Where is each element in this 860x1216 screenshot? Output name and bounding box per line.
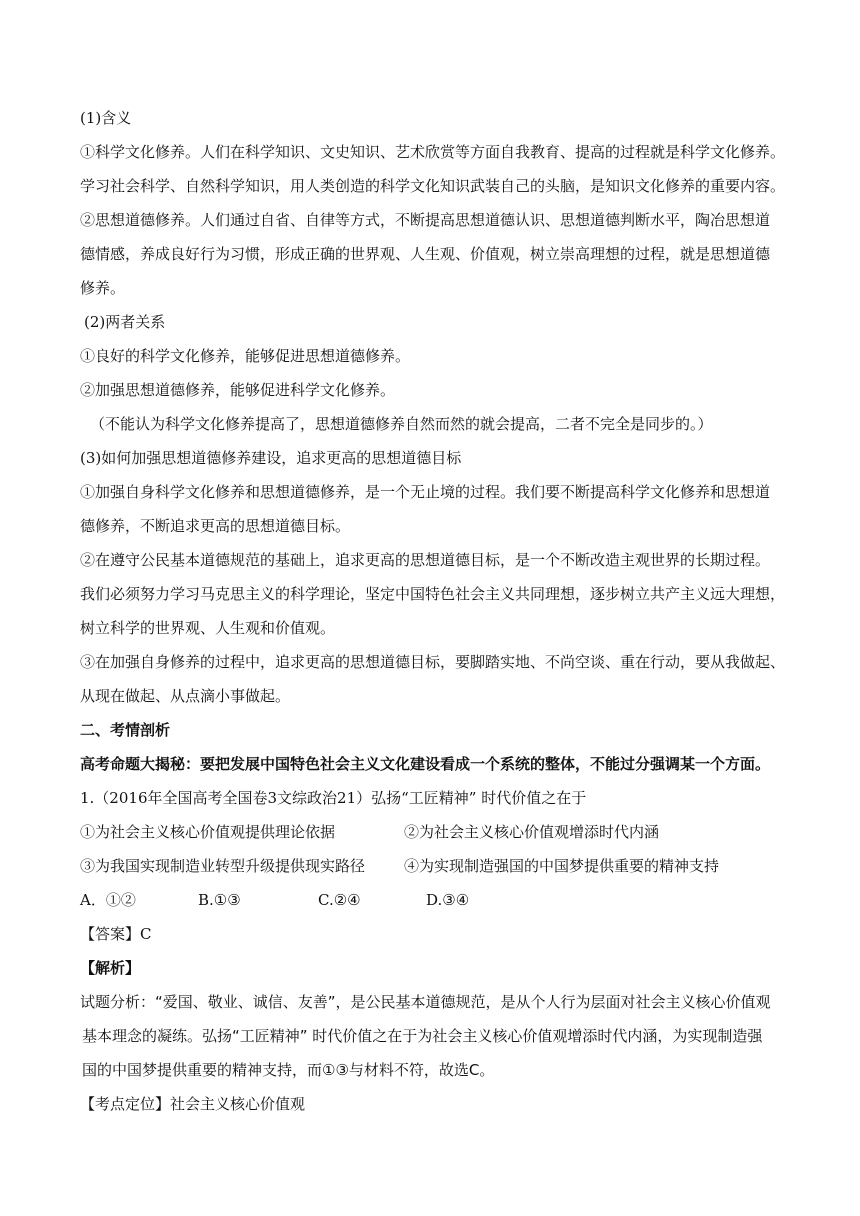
paragraph-line: 德修养，不断追求更高的思想道德目标。 [80,517,351,535]
statement-2: ②为社会主义核心价值观增添时代内涵 [404,823,660,841]
list-item: ②加强思想道德修养，能够促进科学文化修养。 [80,381,396,399]
paragraph-line: 修养。 [80,279,126,297]
heading-how: (3)如何加强思想道德修养建设，追求更高的思想道德目标 [80,449,462,467]
paragraph-line: ②在遵守公民基本道德规范的基础上，追求更高的思想道德目标，是一个不断改造主观世界的长期过程。 [80,551,771,569]
paragraph-line: 学习社会科学、自然科学知识，用人类创造的科学文化知识武装自己的头脑，是知识文化修养的重要内容。 [80,177,786,195]
paragraph-line: 德情感，养成良好行为习惯，形成正确的世界观、人生观、价值观，树立崇高理想的过程，就是思想道德 [80,245,771,263]
choice-c: C.②④ [318,891,361,909]
paragraph-line: ①加强自身科学文化修养和思想道德修养，是一个无止境的过程。我们要不断提高科学文化修养和思想道 [80,483,771,501]
analysis-line: 试题分析：“爱国、敬业、诚信、友善”，是公民基本道德规范，是从个人行为层面对社会主义核心价值观 [80,993,771,1011]
statement-3: ③为我国实现制造业转型升级提供现实路径 [80,857,366,875]
heading-relation: (2)两者关系 [84,313,166,331]
statement-4: ④为实现制造强国的中国梦提供重要的精神支持 [404,857,720,875]
choice-b: B.①③ [198,891,241,909]
paragraph-line: ①科学文化修养。人们在科学知识、文史知识、艺术欣赏等方面自我教育、提高的过程就是科学文化修养。 [80,143,786,161]
paragraph-line: 从现在做起、从点滴小事做起。 [80,687,291,705]
analysis-line: 国的中国梦提供重要的精神支持，而①③与材料不符，故选C。 [82,1061,495,1079]
exam-point: 【考点定位】社会主义核心价值观 [80,1095,306,1113]
analysis-line: 基本理念的凝练。弘扬“工匠精神” 时代价值之在于为社会主义核心价值观增添时代内涵，为实现制造强 [82,1027,763,1045]
choice-d: D.③④ [426,891,470,909]
note-line: （不能认为科学文化修养提高了，思想道德修养自然而然的就会提高，二者不完全是同步的。） [90,415,713,433]
paragraph-line: ③在加强自身修养的过程中，追求更高的思想道德目标，要脚踏实地、不尚空谈、重在行动，要从我做起、 [80,653,786,671]
exam-reveal: 高考命题大揭秘：要把发展中国特色社会主义文化建设看成一个系统的整体，不能过分强调某一个方面。 [80,755,771,773]
statement-1: ①为社会主义核心价值观提供理论依据 [80,823,336,841]
list-item: ①良好的科学文化修养，能够促进思想道德修养。 [80,347,411,365]
question-stem: 1.（2016年全国高考全国卷3文综政治21）弘扬“工匠精神” 时代价值之在于 [80,789,587,807]
analysis-label: 【解析】 [80,959,141,977]
section-title: 二、考情剖析 [80,721,171,739]
choice-a: A．①② [80,891,136,909]
paragraph-line: ②思想道德修养。人们通过自省、自律等方式，不断提高思想道德认识、思想道德判断水平，陶冶思想道 [80,211,771,229]
paragraph-line: 我们必须努力学习马克思主义的科学理论，坚定中国特色社会主义共同理想，逐步树立共产主义远大理想， [80,585,786,603]
heading-meaning: (1)含义 [80,109,132,127]
paragraph-line: 树立科学的世界观、人生观和价值观。 [80,619,336,637]
answer: 【答案】C [80,925,152,943]
